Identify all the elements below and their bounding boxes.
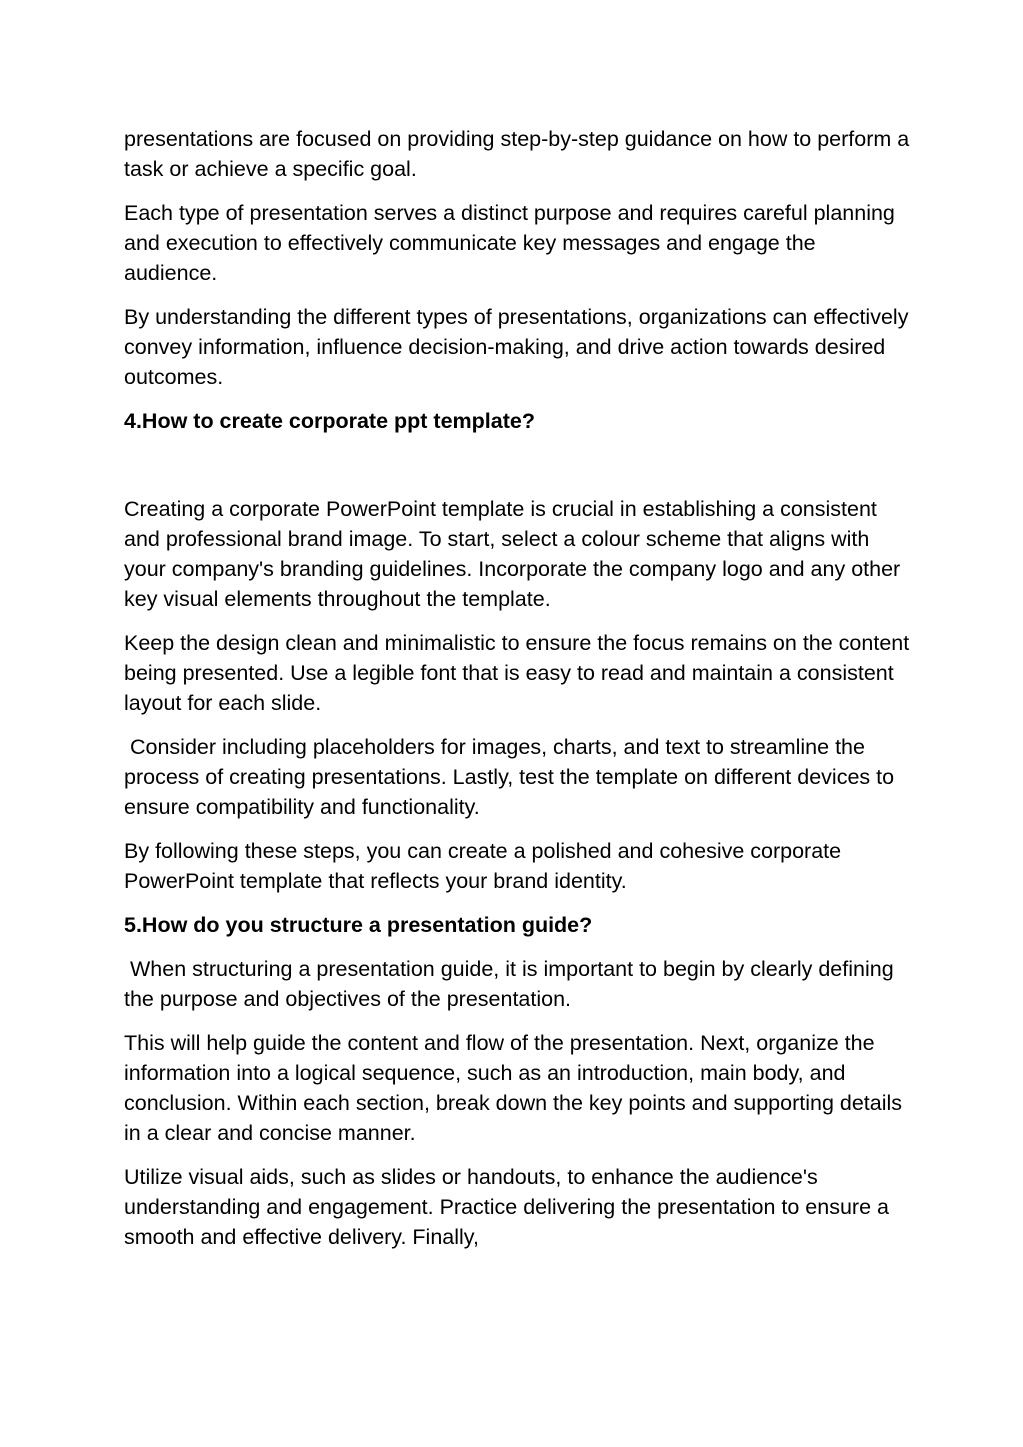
- heading-create-corporate-template: 4.How to create corporate ppt template?: [124, 409, 535, 433]
- paragraph-understanding-types: By understanding the different types of presentations, organizations can effectively convey information, influence decision-making, and drive action towards desired outcomes.: [124, 305, 909, 389]
- paragraph-visual-aids: Utilize visual aids, such as slides or handouts, to enhance the audience's understanding and engagement. Practice delivering the presentation to ensure a smooth and effective delivery. Finally,: [124, 1165, 889, 1249]
- paragraph-content-flow: This will help guide the content and flow of the presentation. Next, organize the information into a logical sequence, such as an introduction, main body, and conclusion. Within each section, break down the key points and supporting details in a clear and concise manner.: [124, 1031, 903, 1145]
- paragraph-placeholders: Consider including placeholders for images, charts, and text to streamline the process of creating presentations. Lastly, test the template on different devices to ensure compatibility and functionality.: [124, 735, 901, 819]
- heading-structure-guide: 5.How do you structure a presentation guide?: [124, 913, 593, 937]
- document-page: [124, 124, 914, 1266]
- paragraph-following-steps: By following these steps, you can create a polished and cohesive corporate PowerPoint template that reflects your brand identity.: [124, 839, 842, 893]
- paragraph-structuring-guide: When structuring a presentation guide, it is important to begin by clearly defining the purpose and objectives of the presentation.: [124, 957, 900, 1011]
- paragraph-creating-template: Creating a corporate PowerPoint template is crucial in establishing a consistent and professional brand image. To start, select a colour scheme that aligns with your company's branding guidelines. Incorporate the company logo and any other key visual elements throughout the template.: [124, 497, 901, 611]
- paragraph-instructional-presentations: presentations are focused on providing step-by-step guidance on how to perform a task or achieve a specific goal.: [124, 127, 910, 181]
- paragraph-presentation-purpose: Each type of presentation serves a distinct purpose and requires careful planning and execution to effectively communicate key messages and engage the audience.: [124, 201, 895, 285]
- paragraph-clean-design: Keep the design clean and minimalistic to ensure the focus remains on the content being presented. Use a legible font that is easy to read and maintain a consistent layout for each slide.: [124, 631, 910, 715]
- spacer: [124, 450, 914, 494]
